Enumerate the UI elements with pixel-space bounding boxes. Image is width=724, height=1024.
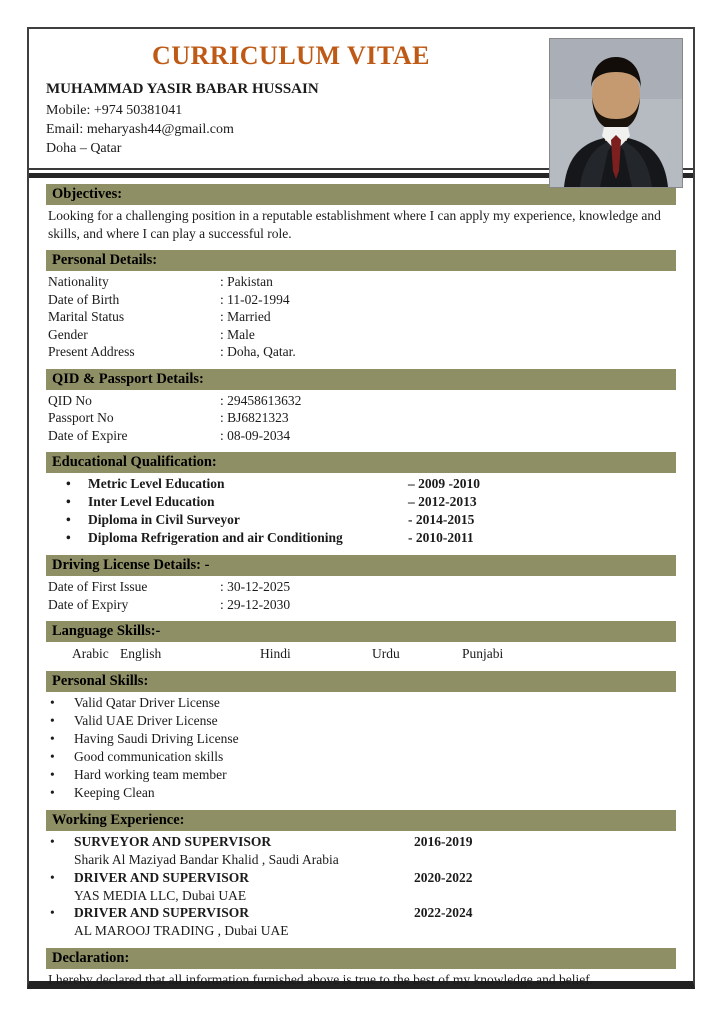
bullet-icon: •: [50, 785, 55, 800]
experience-dates: 2022-2024: [414, 905, 473, 920]
experience-dates: 2020-2022: [414, 869, 473, 885]
detail-row: [46, 392, 676, 410]
skill-text: Having Saudi Driving License: [74, 731, 239, 746]
contact-email: Email: meharyash44@gmail.com: [46, 122, 234, 137]
experience-title: SURVEYOR AND SUPERVISOR: [74, 834, 272, 849]
experience-row: [46, 869, 676, 887]
bullet-icon: •: [66, 530, 71, 545]
bullet-icon: •: [50, 731, 55, 746]
detail-row: [46, 578, 676, 596]
detail-label: Gender: [48, 326, 88, 342]
experience-title: DRIVER AND SUPERVISOR: [74, 869, 250, 885]
detail-row: [46, 409, 676, 427]
bullet-icon: •: [50, 869, 55, 885]
experience-row: [46, 904, 676, 922]
section-heading-objectives: Objectives:: [46, 184, 676, 205]
bullet-icon: •: [50, 749, 55, 764]
detail-label: Date of Expire: [48, 427, 128, 443]
section-heading-education: Educational Qualification:: [46, 452, 676, 473]
detail-value: : Married: [220, 309, 271, 324]
detail-label: Marital Status: [48, 309, 125, 324]
section-heading-qid-passport: QID & Passport Details:: [46, 369, 676, 390]
experience-company: AL MAROOJ TRADING , Dubai UAE: [74, 923, 289, 938]
detail-label: Date of First Issue: [48, 579, 148, 594]
page-title: CURRICULUM VITAE: [152, 41, 430, 70]
detail-row: [46, 273, 676, 291]
languages-row: [46, 644, 676, 663]
experience-title: DRIVER AND SUPERVISOR: [74, 905, 250, 920]
experience-dates: 2016-2019: [414, 834, 473, 849]
skill-text: Hard working team member: [74, 767, 227, 782]
skill-row: [46, 748, 676, 766]
detail-label: QID No: [48, 392, 92, 408]
bullet-icon: •: [66, 494, 71, 509]
education-dates: – 2009 -2010: [408, 476, 480, 491]
section-heading-declaration: Declaration:: [46, 948, 676, 969]
detail-value: : 29-12-2030: [220, 596, 291, 612]
detail-label: Passport No: [48, 410, 114, 425]
bullet-icon: •: [50, 905, 55, 920]
bullet-icon: •: [50, 695, 55, 710]
detail-row: [46, 326, 676, 344]
skill-row: [46, 712, 676, 730]
detail-row: [46, 291, 676, 309]
education-dates: – 2012-2013: [408, 494, 477, 509]
section-heading-driving-license: Driving License Details: -: [46, 555, 676, 576]
bullet-icon: •: [50, 713, 55, 728]
detail-value: : Pakistan: [220, 274, 273, 289]
bullet-icon: •: [50, 834, 55, 849]
experience-row: [46, 833, 676, 851]
detail-row: [46, 596, 676, 614]
detail-value: : 29458613632: [220, 392, 302, 408]
detail-value: : Male: [220, 326, 255, 342]
experience-company: Sharik Al Maziyad Bandar Khalid , Saudi Arabia: [74, 852, 339, 867]
education-dates: - 2010-2011: [408, 530, 474, 545]
objectives-text: Looking for a challenging position in a reputable establishment where I can apply my experience, knowledge and skills, and where I can play a successful role.: [48, 208, 661, 241]
education-row: [46, 529, 676, 547]
detail-value: : 08-09-2034: [220, 427, 291, 443]
detail-value: : BJ6821323: [220, 410, 289, 425]
detail-label: Present Address: [48, 344, 135, 359]
detail-value: : 30-12-2025: [220, 579, 291, 594]
education-dates: - 2014-2015: [408, 512, 475, 527]
skill-text: Keeping Clean: [74, 785, 155, 800]
bullet-icon: •: [50, 767, 55, 782]
section-heading-languages: Language Skills:-: [46, 621, 676, 642]
profile-photo: [550, 39, 682, 187]
skill-row: [46, 766, 676, 784]
education-row: [46, 475, 676, 493]
education-label: Diploma Refrigeration and air Conditioning: [88, 530, 343, 545]
detail-label: Date of Expiry: [48, 596, 129, 612]
profile-photo-image: [550, 39, 682, 187]
skill-text: Valid Qatar Driver License: [74, 695, 220, 710]
language-item: Punjabi: [462, 646, 504, 661]
bullet-icon: •: [66, 476, 71, 491]
skill-text: Good communication skills: [74, 749, 224, 764]
section-heading-personal-details: Personal Details:: [46, 250, 676, 271]
detail-row: [46, 308, 676, 326]
education-row: [46, 511, 676, 529]
declaration-text: I hereby declared that all information furnished above is true to the best of my knowledge and belief.: [48, 971, 594, 987]
education-label: Diploma in Civil Surveyor: [88, 512, 240, 527]
skill-row: [46, 784, 676, 802]
skill-text: Valid UAE Driver License: [74, 713, 218, 728]
candidate-name: MUHAMMAD YASIR BABAR HUSSAIN: [46, 81, 319, 97]
skill-row: [46, 730, 676, 748]
detail-row: [46, 343, 676, 361]
detail-value: : 11-02-1994: [220, 291, 290, 307]
skill-row: [46, 694, 676, 712]
education-label: Inter Level Education: [88, 494, 215, 509]
language-item: Urdu: [372, 646, 400, 661]
section-heading-personal-skills: Personal Skills:: [46, 671, 676, 692]
language-item: English: [120, 646, 162, 661]
language-item: Arabic: [72, 646, 109, 661]
education-row: [46, 493, 676, 511]
contact-mobile: Mobile: +974 50381041: [46, 103, 183, 118]
experience-company: YAS MEDIA LLC, Dubai UAE: [74, 887, 247, 903]
detail-row: [46, 427, 676, 445]
detail-label: Nationality: [48, 274, 109, 289]
education-label: Metric Level Education: [88, 476, 225, 491]
bullet-icon: •: [66, 512, 71, 527]
detail-label: Date of Birth: [48, 291, 120, 307]
contact-location: Doha – Qatar: [46, 141, 122, 156]
cv-page: [27, 27, 695, 989]
detail-value: : Doha, Qatar.: [220, 344, 296, 359]
language-item: Hindi: [260, 646, 291, 661]
section-heading-experience: Working Experience:: [46, 810, 676, 831]
